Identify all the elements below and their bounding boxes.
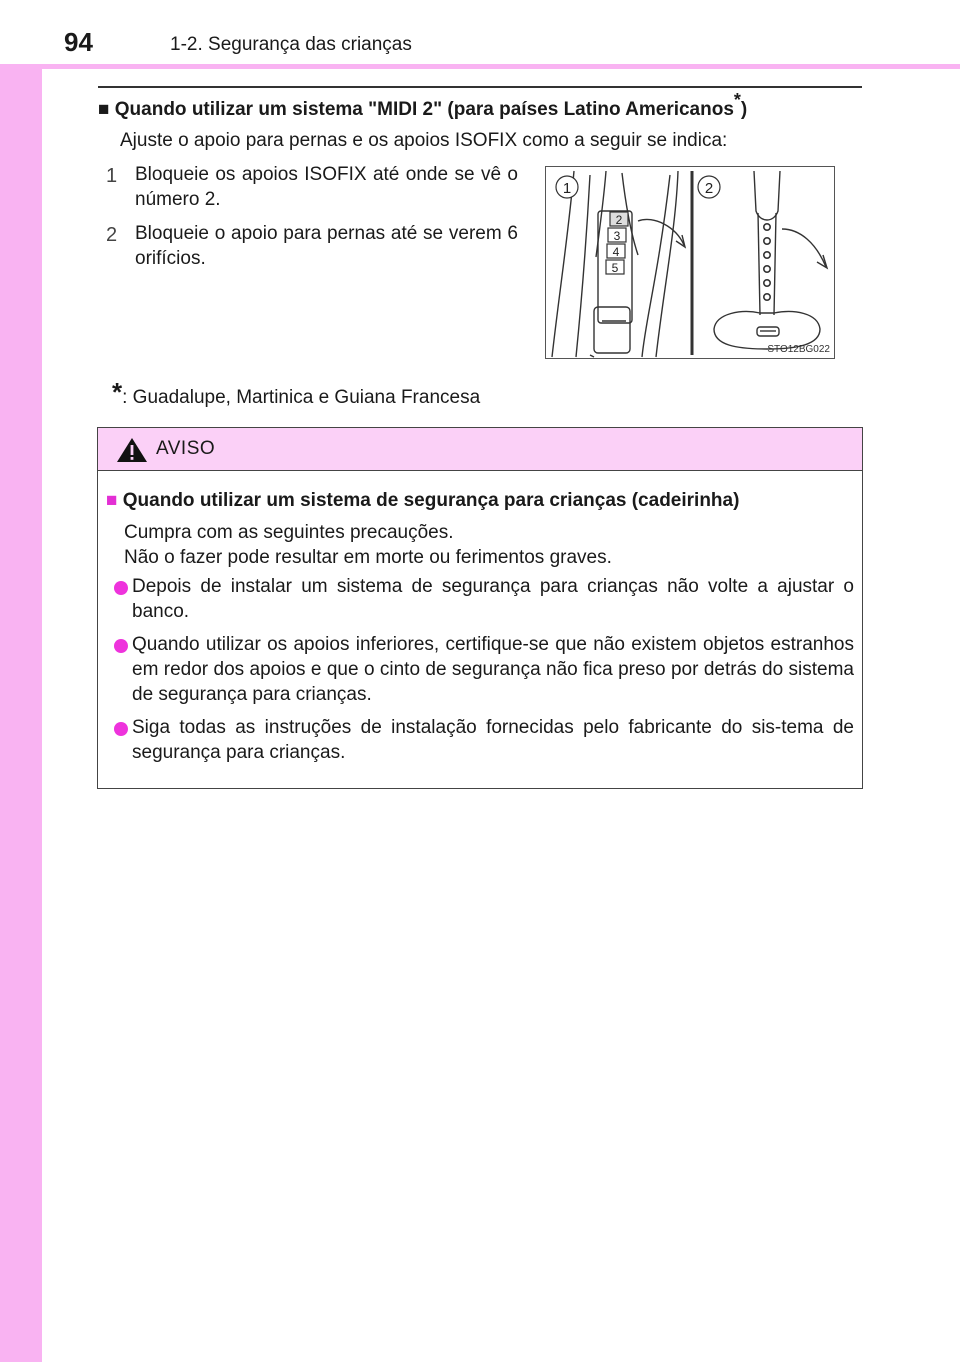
- warning-subheading-text: Quando utilizar um sistema de segurança para crianças (cadeirinha): [122, 490, 740, 511]
- bullet-dot-icon: [114, 639, 128, 653]
- page-header: [0, 0, 960, 66]
- step-text: Bloqueie os apoios ISOFIX até onde se vê o número 2.: [135, 164, 518, 210]
- slot-number: 2: [615, 213, 623, 227]
- header-divider: [0, 64, 960, 69]
- slot-number: 5: [611, 261, 619, 275]
- step-number: 2: [106, 224, 118, 246]
- square-bullet-icon: ■: [98, 99, 110, 120]
- square-bullet-icon: ■: [106, 490, 118, 511]
- footnote-star: *: [112, 377, 123, 407]
- section-divider: [98, 86, 862, 88]
- warning-bullet: [106, 632, 854, 707]
- bullet-dot-icon: [114, 581, 128, 595]
- warning-bullet-text: Quando utilizar os apoios inferiores, certifique-se que não existem objetos estranhos em redor dos apoios e que o cinto de segurança não fica preso por detrás do sistema de segurança para crianças.: [132, 634, 854, 705]
- warning-header: [98, 428, 862, 471]
- footnote-text: : Guadalupe, Martinica e Guiana Francesa: [122, 387, 481, 408]
- warning-bullet: [106, 715, 854, 765]
- warning-paragraph: Cumpra com as seguintes precauções.: [124, 522, 454, 543]
- footnote-star: *: [733, 89, 741, 110]
- illustration-drawing: [546, 167, 834, 358]
- section-intro: Ajuste o apoio para pernas e os apoios ISOFIX como a seguir se indica:: [120, 130, 728, 151]
- isofix-illustration: [545, 166, 835, 359]
- figure-label-1: 1: [562, 180, 572, 197]
- section-heading-text: Quando utilizar um sistema "MIDI 2" (para países Latino Americanos: [114, 99, 734, 120]
- slot-number: 3: [613, 229, 621, 243]
- warning-triangle-icon: [116, 437, 148, 463]
- step-1: [98, 162, 518, 212]
- page-number: 94: [64, 27, 93, 57]
- step-2: [98, 221, 518, 271]
- figure-code: STO12BG022: [767, 344, 830, 355]
- chapter-title: 1-2. Segurança das crianças: [170, 34, 412, 55]
- section-heading: [98, 89, 748, 122]
- slot-number: 4: [612, 245, 620, 259]
- warning-paragraph: Não o fazer pode resultar em morte ou ferimentos graves.: [124, 547, 612, 568]
- bullet-dot-icon: [114, 722, 128, 736]
- step-text: Bloqueie o apoio para pernas até se verem 6 orifícios.: [135, 223, 518, 269]
- step-number: 1: [106, 165, 118, 187]
- side-color-band: [0, 0, 42, 1362]
- footnote: [112, 377, 481, 410]
- heading-close: ): [740, 99, 748, 120]
- warning-subheading: [106, 490, 739, 512]
- warning-bullet-text: Depois de instalar um sistema de segurança para crianças não volte a ajustar o banco.: [132, 576, 854, 622]
- figure-label-2: 2: [704, 180, 714, 197]
- warning-title: AVISO: [156, 438, 216, 459]
- warning-bullet-text: Siga todas as instruções de instalação fornecidas pelo fabricante do sis-tema de segurança para crianças.: [132, 717, 854, 763]
- warning-bullet: [106, 574, 854, 624]
- warning-box: [97, 427, 863, 789]
